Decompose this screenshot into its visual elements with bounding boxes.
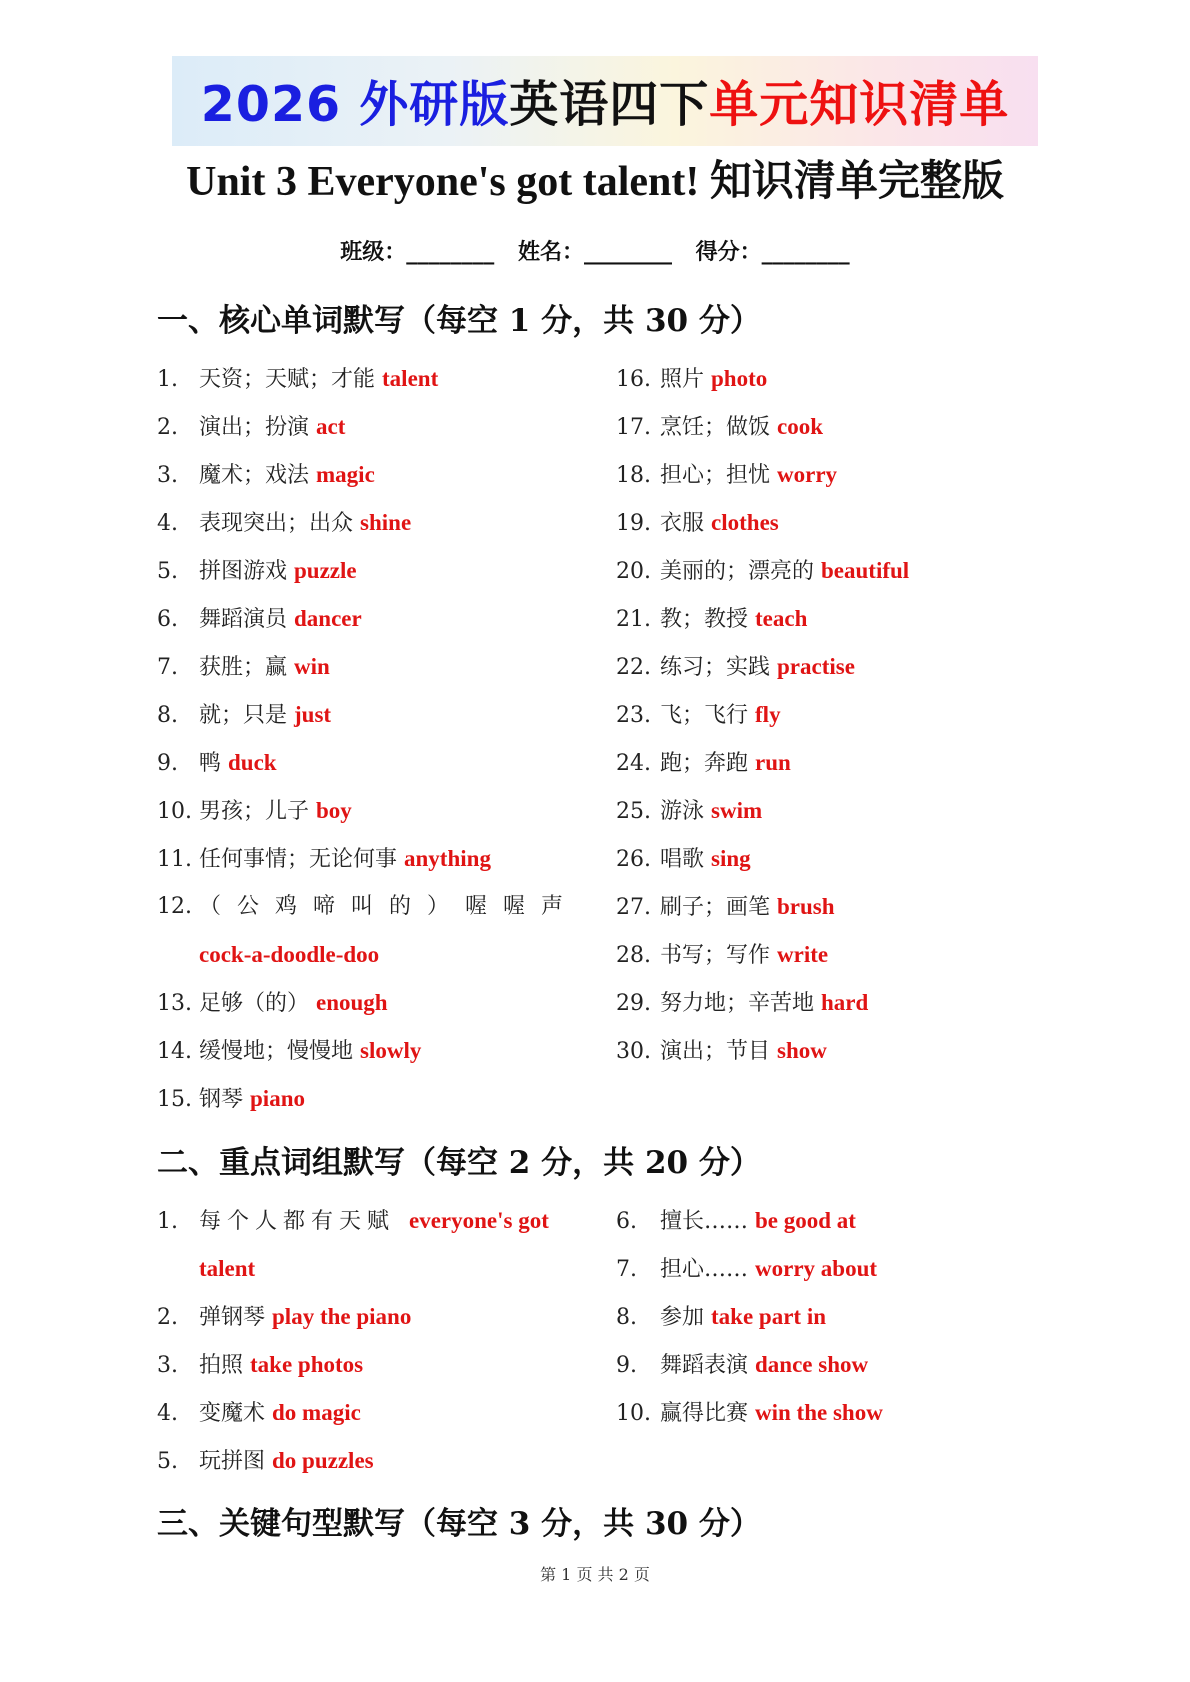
answer-text: show <box>777 1038 827 1063</box>
list-item: 9. 舞蹈表演 dance show <box>616 1352 869 1378</box>
answer-text: duck <box>228 750 277 775</box>
list-item: 14. 缓慢地；慢慢地 slowly <box>157 1038 422 1064</box>
answer-text: be good at <box>755 1208 856 1233</box>
list-item: 24. 跑；奔跑 run <box>616 750 791 776</box>
list-item: 13. 足够（的） enough <box>157 990 388 1016</box>
list-item: 16. 照片 photo <box>616 366 768 392</box>
answer-text: magic <box>316 462 375 487</box>
list-item: 21. 教；教授 teach <box>616 606 808 632</box>
list-item: 6. 舞蹈演员 dancer <box>157 606 362 632</box>
list-item: 6. 擅长…… be good at <box>616 1208 856 1234</box>
list-item: 27. 刷子；画笔 brush <box>616 894 835 920</box>
answer-text: worry about <box>755 1256 878 1281</box>
section-heading-sentences: 三、关键句型默写（每空 3 分，共 30 分） <box>157 1506 761 1542</box>
page-footer: 第 1 页 共 2 页 <box>540 1565 650 1584</box>
banner-part-2: 英语四下 <box>509 76 710 133</box>
answer-text: slowly <box>360 1038 422 1063</box>
answer-text: dancer <box>294 606 362 631</box>
answer-text: win <box>294 654 330 679</box>
list-item: 19. 衣服 clothes <box>616 510 779 536</box>
answer-text: talent <box>382 366 439 391</box>
answer-text: anything <box>404 846 491 871</box>
list-item: 11. 任何事情；无论何事 anything <box>157 846 491 872</box>
answer-text: take part in <box>711 1304 827 1329</box>
document-title: Unit 3 Everyone's got talent! 知识清单完整版 <box>186 159 1004 205</box>
answer-text: piano <box>250 1086 305 1111</box>
list-item: 23. 飞；飞行 fly <box>616 702 781 728</box>
name-field: 姓名：________ <box>517 239 672 265</box>
answer-text: do puzzles <box>272 1448 374 1473</box>
answer-text: cook <box>777 414 824 439</box>
list-item: 17. 烹饪；做饭 cook <box>616 414 824 440</box>
list-item: 4. 变魔术 do magic <box>157 1400 361 1426</box>
list-item: 7. 担心…… worry about <box>616 1256 878 1282</box>
banner-title <box>201 66 1009 136</box>
student-info-line <box>0 235 1190 266</box>
list-item: 5. 玩拼图 do puzzles <box>157 1448 374 1474</box>
title-banner <box>172 56 1038 146</box>
list-item: 2. 演出；扮演 act <box>157 414 346 440</box>
list-item: 12. （公鸡啼叫的）喔喔声 <box>157 894 580 919</box>
answer-text: worry <box>777 462 838 487</box>
score-field: 得分：________ <box>695 239 850 265</box>
list-item: 30. 演出；节目 show <box>616 1038 827 1064</box>
list-item: 8. 参加 take part in <box>616 1304 827 1330</box>
answer-text: hard <box>821 990 869 1015</box>
list-item: 4. 表现突出；出众 shine <box>157 510 412 536</box>
answer-text: practise <box>777 654 855 679</box>
list-item: 3. 魔术；戏法 magic <box>157 462 375 488</box>
list-item: 10. 男孩；儿子 boy <box>157 798 352 824</box>
list-item: 26. 唱歌 sing <box>616 846 751 872</box>
answer-text: do magic <box>272 1400 361 1425</box>
list-item-continuation <box>199 940 379 971</box>
list-item-continuation <box>199 1254 255 1285</box>
answer-text: run <box>755 750 791 775</box>
section-heading-phrases: 二、重点词组默写（每空 2 分，共 20 分） <box>157 1145 761 1181</box>
list-item: 1. 天资；天赋；才能 talent <box>157 366 439 392</box>
section-heading-vocabulary: 一、核心单词默写（每空 1 分，共 30 分） <box>157 303 761 339</box>
banner-part-1: 2026 外研版 <box>200 76 510 133</box>
answer-text: photo <box>711 366 768 391</box>
list-item: 20. 美丽的；漂亮的 beautiful <box>616 558 910 584</box>
list-item: 8. 就；只是 just <box>157 702 332 728</box>
list-item: 5. 拼图游戏 puzzle <box>157 558 357 584</box>
list-item: 3. 拍照 take photos <box>157 1352 364 1378</box>
answer-text: sing <box>711 846 751 871</box>
list-item: 29. 努力地；辛苦地 hard <box>616 990 869 1016</box>
answer-text: beautiful <box>821 558 910 583</box>
answer-text: cock-a-doodle-doo <box>199 942 380 967</box>
answer-text: act <box>316 414 346 439</box>
answer-text: play the piano <box>272 1304 412 1329</box>
answer-text: boy <box>316 798 352 823</box>
list-item: 18. 担心；担忧 worry <box>616 462 838 488</box>
answer-text: talent <box>199 1256 256 1281</box>
list-item: 7. 获胜；赢 win <box>157 654 330 680</box>
answer-text: dance show <box>755 1352 869 1377</box>
answer-text: enough <box>316 990 388 1015</box>
answer-text: write <box>777 942 829 967</box>
answer-text: teach <box>755 606 808 631</box>
list-item: 10. 赢得比赛 win the show <box>616 1400 883 1426</box>
answer-text: swim <box>711 798 763 823</box>
list-item: 28. 书写；写作 write <box>616 942 829 968</box>
answer-text: just <box>294 702 332 727</box>
class-field: 班级：________ <box>340 239 495 265</box>
answer-text: brush <box>777 894 835 919</box>
banner-part-3: 单元知识清单 <box>709 76 1010 133</box>
answer-text: win the show <box>755 1400 883 1425</box>
list-item: 9. 鸭 duck <box>157 750 277 776</box>
answer-text: everyone's got <box>409 1208 549 1233</box>
list-item: 2. 弹钢琴 play the piano <box>157 1304 412 1330</box>
list-item: 1. 每个人都有天赋 everyone's got <box>157 1208 549 1234</box>
list-item: 22. 练习；实践 practise <box>616 654 855 680</box>
answer-text: puzzle <box>294 558 357 583</box>
answer-text: clothes <box>711 510 779 535</box>
answer-text: fly <box>755 702 781 727</box>
answer-text: take photos <box>250 1352 364 1377</box>
list-item: 25. 游泳 swim <box>616 798 763 824</box>
answer-text: shine <box>360 510 412 535</box>
list-item: 15. 钢琴 piano <box>157 1086 305 1112</box>
